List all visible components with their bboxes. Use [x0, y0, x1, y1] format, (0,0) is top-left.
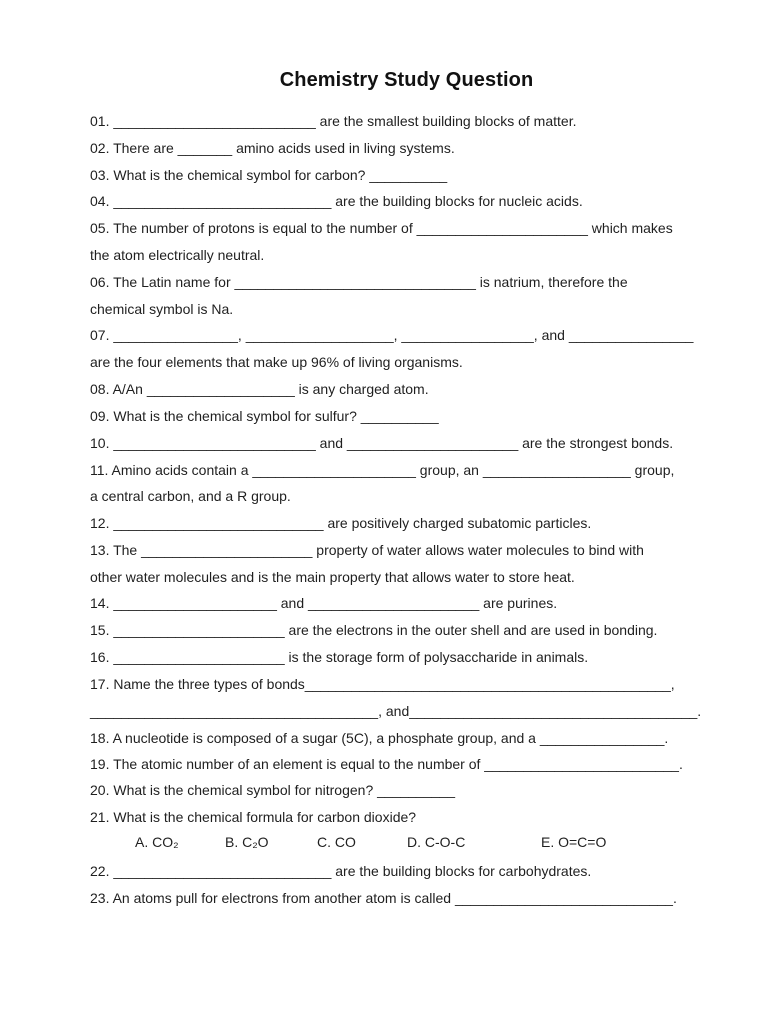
- question-04: 04. ____________________________ are the building blocks for nucleic acids.: [90, 193, 583, 209]
- choice-c: C. CO: [317, 834, 356, 850]
- question-18: 18. A nucleotide is composed of a sugar (5C), a phosphate group, and a ________________.: [90, 730, 669, 746]
- question-05: 05. The number of protons is equal to the number of ______________________ which makes: [90, 220, 673, 236]
- choice-e: E. O=C=O: [541, 834, 607, 850]
- question-13: 13. The ______________________ property of water allows water molecules to bind with: [90, 542, 644, 558]
- question-12: 12. ___________________________ are positively charged subatomic particles.: [90, 515, 592, 531]
- question-05-continued: the atom electrically neutral.: [90, 247, 265, 263]
- choice-a: A. CO₂: [135, 834, 179, 850]
- question-09: 09. What is the chemical symbol for sulfur? __________: [90, 408, 439, 424]
- question-11: 11. Amino acids contain a _____________________ group, an ___________________ group,: [90, 462, 675, 478]
- question-23: 23. An atoms pull for electrons from another atom is called ____________________________.: [90, 890, 677, 906]
- question-15: 15. ______________________ are the electrons in the outer shell and are used in bonding.: [90, 622, 658, 638]
- question-02: 02. There are _______ amino acids used in living systems.: [90, 140, 455, 156]
- question-21: 21. What is the chemical formula for carbon dioxide?: [90, 809, 417, 825]
- question-16: 16. ______________________ is the storage form of polysaccharide in animals.: [90, 649, 589, 665]
- question-22: 22. ____________________________ are the building blocks for carbohydrates.: [90, 863, 592, 879]
- question-06: 06. The Latin name for _______________________________ is natrium, therefore the: [90, 274, 628, 290]
- question-07-continued: are the four elements that make up 96% of living organisms.: [90, 354, 463, 370]
- choice-d: D. C-O-C: [407, 834, 466, 850]
- page-title: Chemistry Study Question: [279, 69, 534, 91]
- question-14: 14. _____________________ and ______________________ are purines.: [90, 595, 558, 611]
- question-11-continued: a central carbon, and a R group.: [90, 488, 291, 504]
- question-01: 01. __________________________ are the smallest building blocks of matter.: [90, 113, 577, 129]
- question-19: 19. The atomic number of an element is equal to the number of _________________________.: [90, 756, 683, 772]
- question-17-continued: _____________________________________, and_____________________________________.: [90, 703, 702, 719]
- question-03: 03. What is the chemical symbol for carbon? __________: [90, 167, 448, 183]
- question-06-continued: chemical symbol is Na.: [90, 301, 234, 317]
- choice-b: B. C₂O: [225, 834, 269, 850]
- question-08: 08. A/An ___________________ is any charged atom.: [90, 381, 429, 397]
- question-20: 20. What is the chemical symbol for nitrogen? __________: [90, 782, 455, 798]
- question-07: 07. ________________, ___________________, _________________, and ________________: [90, 327, 694, 343]
- question-13-continued: other water molecules and is the main property that allows water to store heat.: [90, 569, 575, 585]
- question-10: 10. __________________________ and ______________________ are the strongest bonds.: [90, 435, 674, 451]
- question-17: 17. Name the three types of bonds_______________________________________________,: [90, 676, 675, 692]
